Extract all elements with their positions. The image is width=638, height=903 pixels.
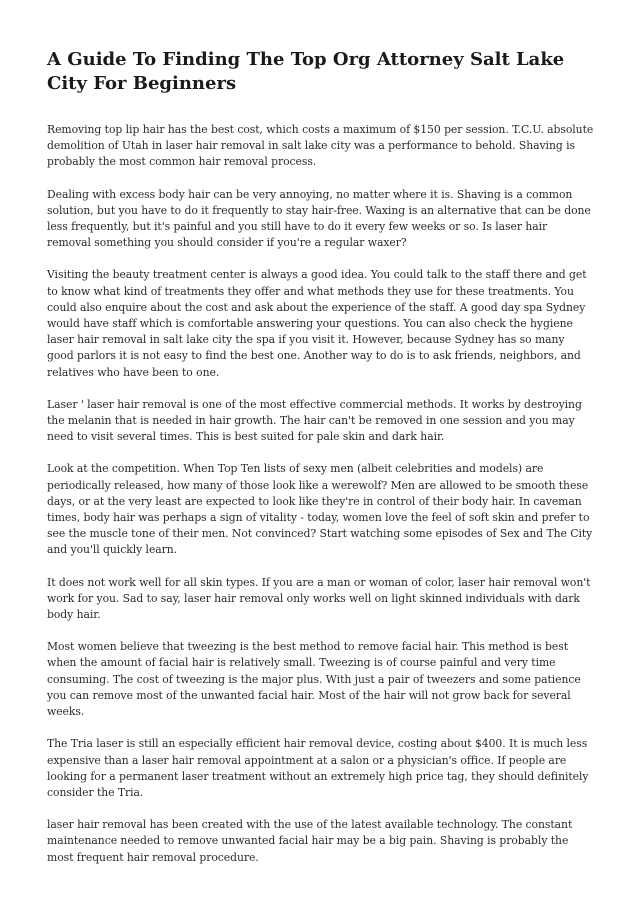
paragraph-6: It does not work well for all skin types. If you are a man or woman of color, laser hair removal won't work for you. Sad to say, laser hair removal only works well on light skinned individuals with dark body hair.	[47, 575, 591, 622]
paragraph-9: laser hair removal has been created with the use of the latest available technology. The constant maintenance needed to remove unwanted facial hair may be a big pain. Shaving is probably the most frequent hair removal procedure.	[47, 818, 573, 864]
paragraph-5: Look at the competition. When Top Ten lists of sexy men (albeit celebrities and models) are periodically released, how many of those look like a werewolf? Men are allowed to be smooth these days, or at the very least are expected to look like they're in control of their body hair. In caveman times, body hair was perhaps a sign of vitality - today, women love the feel of soft skin and prefer to see the muscle tone of their men. Not convinced? Start watching some episodes of Sex and The City and you'll quickly learn.	[47, 462, 593, 557]
paragraph-4: Laser ' laser hair removal is one of the most effective commercial methods. It works by destroying the melanin that is needed in hair growth. The hair can't be removed in one session and you may need to visit several times. This is best suited for pale skin and dark hair.	[47, 397, 582, 444]
document-title: A Guide To Finding The Top Org Attorney Salt Lake City For Beginners	[47, 49, 565, 94]
paragraph-3: Visiting the beauty treatment center is always a good idea. You could talk to the staff there and get to know what kind of treatments they offer and what methods they use for these treatments. You could also enquire about the cost and ask about the experience of the staff. A good day spa Sydney would have staff which is comfortable answering your questions. You can also check the hygiene laser hair removal in salt lake city the spa if you visit it. However, because Sydney has so many good parlors it is not easy to find the best one. Another way to do is to ask friends, neighbors, and relatives who have been to one.	[47, 268, 587, 379]
paragraph-2: Dealing with excess body hair can be very annoying, no matter where it is. Shaving is a common solution, but you have to do it frequently to stay hair-free. Waxing is an alternative that can be done less frequently, but it's painful and you still have to do it every few weeks or so. Is laser hair removal something you should consider if you're a regular waxer?	[47, 187, 591, 250]
paragraph-7: Most women believe that tweezing is the best method to remove facial hair. This method is best when the amount of facial hair is relatively small. Tweezing is of course painful and very time consuming. The cost of tweezing is the major plus. With just a pair of tweezers and some patience you can remove most of the unwanted facial hair. Most of the hair will not grow back for several weeks.	[47, 640, 581, 719]
paragraph-1: Removing top lip hair has the best cost, which costs a maximum of $150 per session. T.C.U. absolute demolition of Utah in laser hair removal in salt lake city was a performance to behold. Shaving is probably the most common hair removal process.	[47, 123, 594, 169]
document-page	[47, 48, 594, 882]
paragraph-8: The Tria laser is still an especially efficient hair removal device, costing about $400. It is much less expensive than a laser hair removal appointment at a salon or a physician's office. If people are looking for a permanent laser treatment without an extremely high price tag, they should definitely consider the Tria.	[47, 737, 589, 799]
